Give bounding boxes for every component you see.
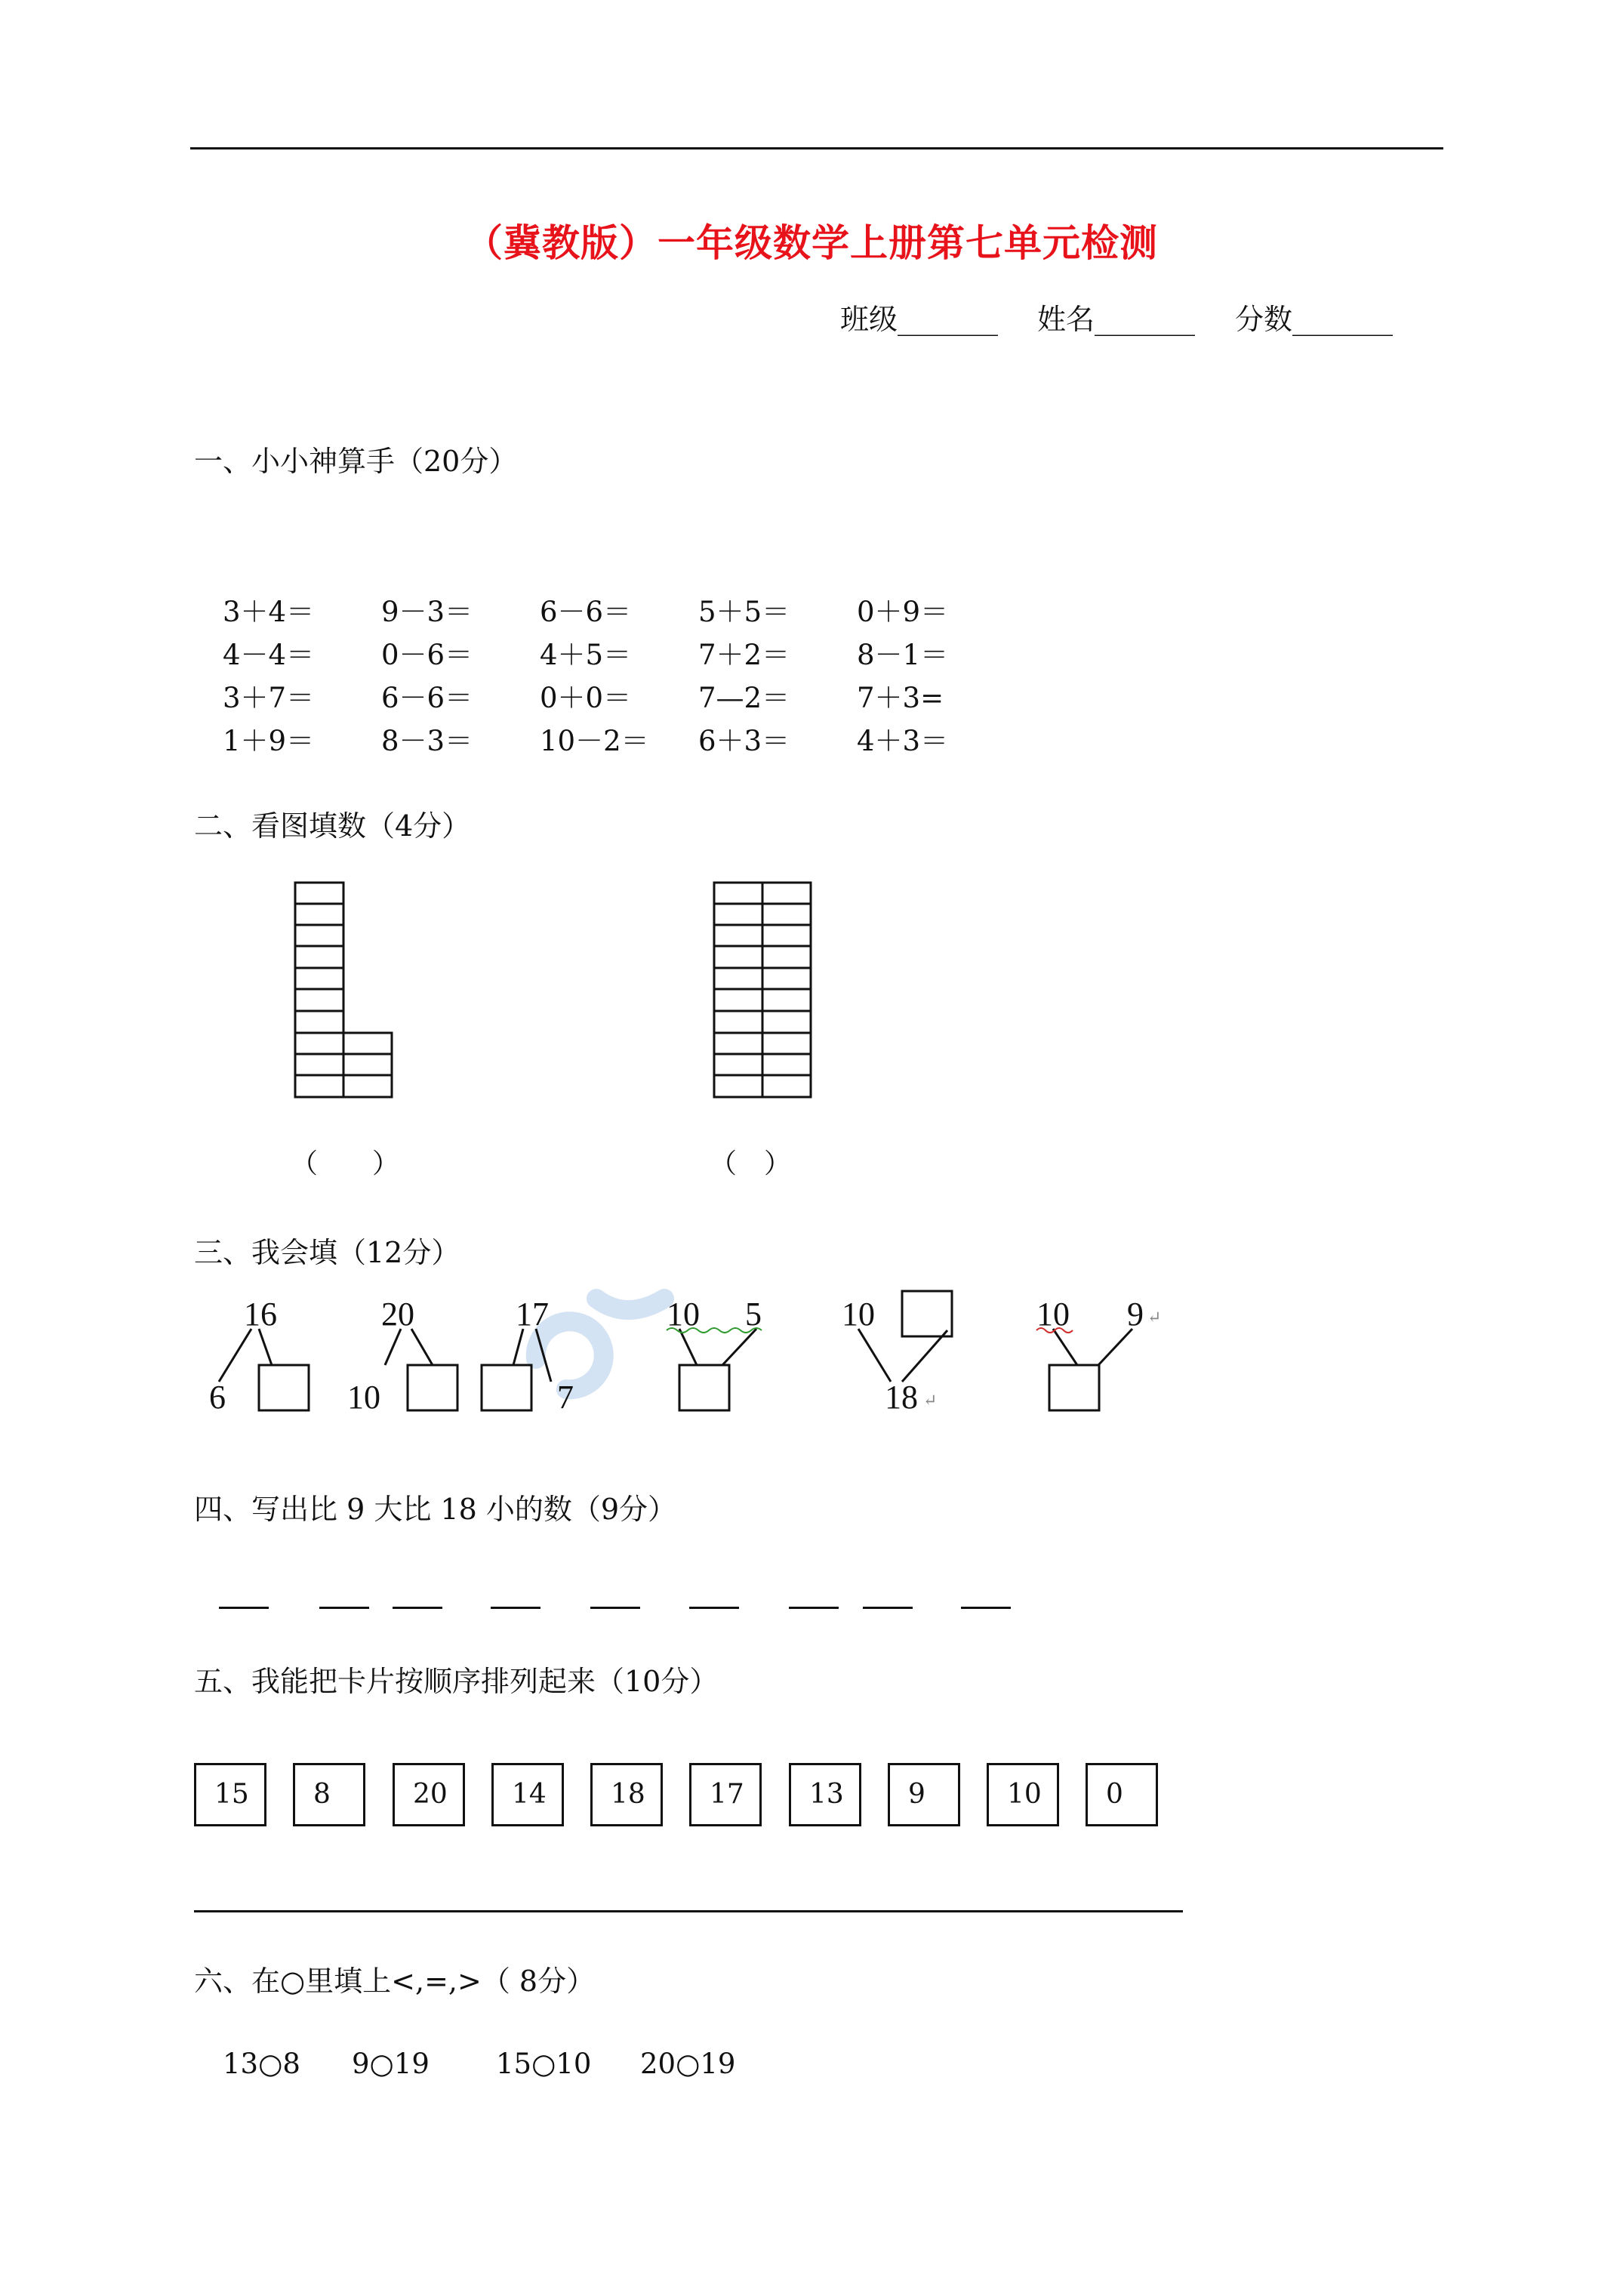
equation: 10－2＝ — [540, 725, 649, 757]
equation: 3＋7＝ — [223, 682, 315, 714]
equation: 4＋5＝ — [540, 639, 632, 671]
answer-blank[interactable] — [491, 1607, 540, 1609]
number-trees — [192, 1284, 1219, 1435]
name-field[interactable]: 姓名_______ — [1037, 303, 1196, 336]
section-4-heading: 四、写出比 9 大比 18 小的数（9分） — [194, 1493, 677, 1526]
equation: 0＋9＝ — [857, 596, 949, 628]
equation: 5＋5＝ — [698, 596, 790, 628]
tree-number: 5 — [745, 1296, 762, 1333]
answer-blank[interactable] — [863, 1607, 913, 1609]
score-field[interactable]: 分数_______ — [1235, 303, 1394, 336]
equation: 4＋3＝ — [857, 725, 949, 757]
answer-box[interactable] — [902, 1291, 952, 1336]
tree-number: 16 — [244, 1296, 277, 1333]
section-6-heading: 六、在○里填上<,=,>（ 8分） — [194, 1965, 596, 1998]
block-figure-left — [291, 880, 396, 1102]
page-title: （冀教版）一年级数学上册第七单元检测 — [465, 220, 1158, 265]
compare-item[interactable]: 15○10 — [496, 2048, 592, 2080]
section-3-heading: 三、我会填（12分） — [194, 1236, 460, 1269]
tree-number: 10 — [1036, 1296, 1070, 1333]
compare-item[interactable]: 9○19 — [352, 2048, 430, 2080]
class-field[interactable]: 班级_______ — [840, 303, 999, 336]
equation: 7＋3= — [857, 682, 944, 714]
equation: 9－3＝ — [381, 596, 473, 628]
answer-box[interactable] — [482, 1365, 531, 1410]
return-mark-icon: ↵ — [923, 1391, 938, 1410]
tree-number: 7 — [557, 1379, 574, 1416]
return-mark-icon: ↵ — [1147, 1308, 1162, 1327]
equation: 6＋3＝ — [698, 725, 790, 757]
equation: 8－1＝ — [857, 639, 949, 671]
number-card[interactable]: 15 — [194, 1763, 266, 1826]
answer-blank[interactable] — [590, 1607, 640, 1609]
number-card[interactable]: 17 — [689, 1763, 762, 1826]
tree-number: 20 — [381, 1296, 414, 1333]
answer-blank[interactable] — [689, 1607, 739, 1609]
equation: 0＋0＝ — [540, 682, 632, 714]
equation: 8－3＝ — [381, 725, 473, 757]
answer-box[interactable] — [679, 1365, 729, 1410]
number-card[interactable]: 20 — [393, 1763, 465, 1826]
tree-number: 10 — [347, 1379, 380, 1416]
number-card[interactable]: 10 — [987, 1763, 1059, 1826]
equation: 1＋9＝ — [223, 725, 315, 757]
number-card[interactable]: 14 — [491, 1763, 564, 1826]
answer-blank[interactable] — [219, 1607, 269, 1609]
section-5-heading: 五、我能把卡片按顺序排列起来（10分） — [194, 1665, 719, 1698]
equation: 0－6＝ — [381, 639, 473, 671]
answer-blank[interactable] — [393, 1607, 442, 1609]
tree-number: 10 — [667, 1296, 700, 1333]
number-card[interactable]: 13 — [789, 1763, 861, 1826]
top-rule — [190, 147, 1443, 149]
answer-blank[interactable] — [789, 1607, 839, 1609]
equation: 4－4＝ — [223, 639, 315, 671]
compare-item[interactable]: 20○19 — [640, 2048, 736, 2080]
tree-number: 10 — [842, 1296, 875, 1333]
answer-box[interactable] — [408, 1365, 457, 1410]
answer-paren-right[interactable]: （ ） — [710, 1148, 792, 1179]
section-2-heading: 二、看图填数（4分） — [194, 809, 471, 843]
number-card[interactable]: 8 — [293, 1763, 365, 1826]
equation: 6－6＝ — [381, 682, 473, 714]
section-1-heading: 一、小小神算手（20分） — [194, 445, 518, 478]
equation: 3＋4＝ — [223, 596, 315, 628]
number-card[interactable]: 0 — [1086, 1763, 1158, 1826]
block-figure-right — [710, 880, 815, 1102]
number-card[interactable]: 18 — [590, 1763, 663, 1826]
tree-number: 17 — [516, 1296, 549, 1333]
tree-number: 6 — [209, 1379, 226, 1416]
equation: 6－6＝ — [540, 596, 632, 628]
tree-number: 18 — [885, 1379, 918, 1416]
answer-box[interactable] — [1049, 1365, 1099, 1410]
tree-number: 9 — [1127, 1296, 1144, 1333]
compare-item[interactable]: 13○8 — [223, 2048, 300, 2080]
answer-box[interactable] — [259, 1365, 309, 1410]
equation: 7＋2＝ — [698, 639, 790, 671]
answer-blank[interactable] — [319, 1607, 369, 1609]
ordering-answer-line[interactable] — [194, 1910, 1183, 1912]
answer-paren-left[interactable]: （ ） — [291, 1148, 400, 1179]
equation: 7—2＝ — [698, 682, 790, 714]
answer-blank[interactable] — [961, 1607, 1011, 1609]
number-card[interactable]: 9 — [888, 1763, 960, 1826]
